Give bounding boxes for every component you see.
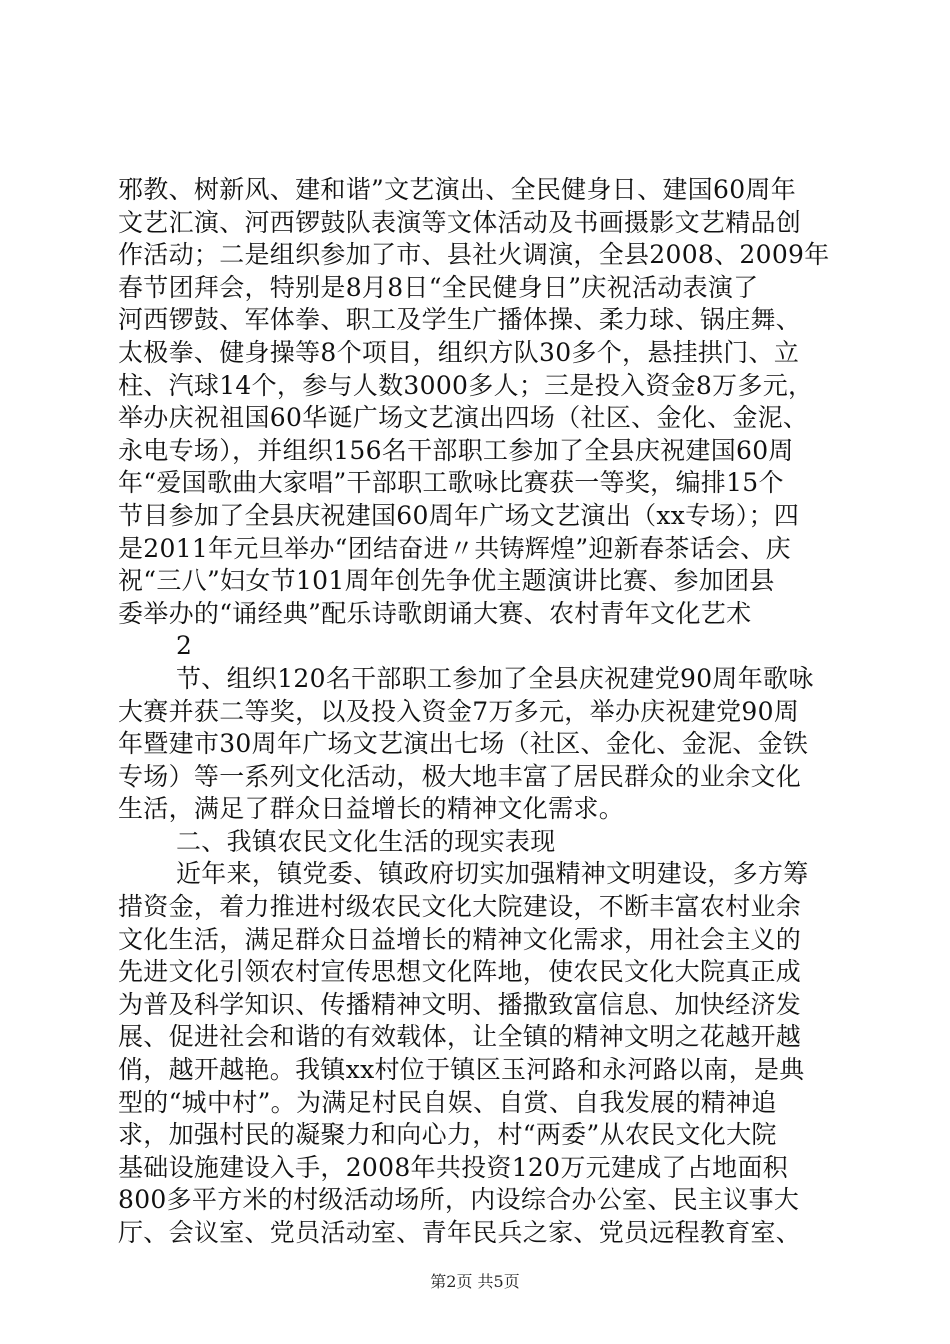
text-line: 是2011年元旦举办“团结奋进〃共铸辉煌”迎新春茶话会、庆 xyxy=(118,533,791,563)
text-line: 作活动；二是组织参加了市、县社火调演，全县2008、2009年 xyxy=(118,240,830,270)
page-footer: 第2页 共5页 xyxy=(430,1272,520,1291)
text-line: 先进文化引领农村宣传思想文化阵地，使农民文化大院真正成 xyxy=(118,957,802,987)
text-line: 文艺汇演、河西锣鼓队表演等文体活动及书画摄影文艺精品创 xyxy=(118,207,802,237)
paragraph-first-line: 节、组织120名干部职工参加了全县庆祝建党90周年歌咏 xyxy=(176,663,814,693)
text-line: 800多平方米的村级活动场所，内设综合办公室、民主议事大 xyxy=(118,1185,800,1215)
document-body xyxy=(118,174,838,1250)
text-line: 节目参加了全县庆祝建国60周年广场文艺演出（xx专场）；四 xyxy=(118,500,800,530)
text-line: 年“爱国歌曲大家唱”干部职工歌咏比赛获一等奖，编排15个 xyxy=(118,468,784,498)
text-line: 展、促进社会和谐的有效载体，让全镇的精神文明之花越开越 xyxy=(118,1022,802,1052)
text-line: 专场）等一系列文化活动，极大地丰富了居民群众的业余文化 xyxy=(118,761,802,791)
text-line: 河西锣鼓、军体拳、职工及学生广播体操、柔力球、锅庄舞、 xyxy=(118,305,802,335)
text-line: 春节团拜会，特别是8月8日“全民健身日”庆祝活动表演了 xyxy=(118,272,759,302)
page-marker: 2 xyxy=(176,631,193,661)
text-line: 文化生活，满足群众日益增长的精神文化需求，用社会主义的 xyxy=(118,924,802,954)
text-line: 求，加强村民的凝聚力和向心力，村“两委”从农民文化大院 xyxy=(118,1120,777,1150)
text-line: 委举办的“诵经典”配乐诗歌朗诵大赛、农村青年文化艺术 xyxy=(118,598,752,628)
text-line: 邪教、树新风、建和谐”文艺演出、全民健身日、建国60周年 xyxy=(118,175,796,204)
text-line: 祝“三八”妇女节101周年创先争优主题演讲比赛、参加团县 xyxy=(118,566,775,596)
text-line: 大赛并获二等奖，以及投入资金7万多元，举办庆祝建党90周 xyxy=(118,696,800,726)
text-line: 柱、汽球14个，参与人数3000多人；三是投入资金8万多元， xyxy=(118,370,814,400)
text-line: 永电专场），并组织156名干部职工参加了全县庆祝建国60周 xyxy=(118,435,794,465)
text-line: 俏，越开越艳。我镇xx村位于镇区玉河路和永河路以南，是典 xyxy=(118,1055,805,1085)
paragraph-first-line: 近年来，镇党委、镇政府切实加强精神文明建设，多方筹 xyxy=(176,859,809,889)
section-heading: 二、我镇农民文化生活的现实表现 xyxy=(176,826,556,856)
text-line: 措资金，着力推进村级农民文化大院建设，不断丰富农村业余 xyxy=(118,892,802,922)
text-line: 基础设施建设入手，2008年共投资120万元建成了占地面积 xyxy=(118,1152,789,1182)
text-line: 厅、会议室、党员活动室、青年民兵之家、党员远程教育室、 xyxy=(118,1218,802,1247)
text-line: 为普及科学知识、传播精神文明、播撒致富信息、加快经济发 xyxy=(118,989,802,1019)
text-line: 型的“城中村”。为满足村民自娱、自赏、自我发展的精神追 xyxy=(118,1087,777,1117)
text-line: 举办庆祝祖国60华诞广场文艺演出四场（社区、金化、金泥、 xyxy=(118,403,809,433)
text-line: 生活，满足了群众日益增长的精神文化需求。 xyxy=(118,794,625,824)
text-line: 太极拳、健身操等8个项目，组织方队30多个，悬挂拱门、立 xyxy=(118,337,800,367)
text-line: 年暨建市30周年广场文艺演出七场（社区、金化、金泥、金铁 xyxy=(118,729,809,759)
